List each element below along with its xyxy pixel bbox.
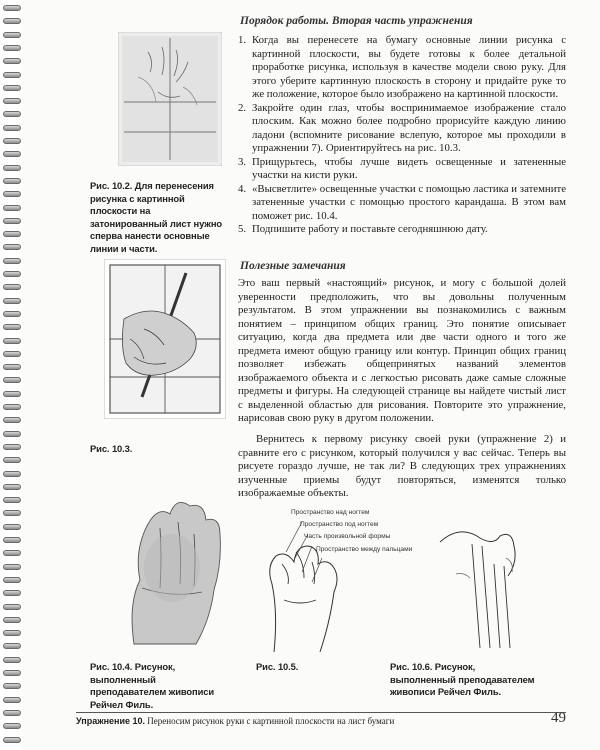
list-item: 4. «Высветлите» освещенные участки с помощью ластика и затемните затененные участки с помощью простого карандаша. В этом вам поможет рис. 10.4. — [238, 182, 566, 222]
spiral-ring — [3, 431, 21, 437]
spiral-ring — [3, 537, 21, 543]
spiral-coil — [3, 496, 21, 503]
page-number: 49 — [551, 710, 566, 726]
spiral-ring — [3, 311, 21, 317]
spiral-coil — [3, 323, 21, 330]
spiral-ring — [3, 484, 21, 490]
figure-10-3-image — [104, 259, 226, 419]
list-item: 5. Подпишите работу и поставьте сегодняшнюю дату. — [238, 223, 488, 235]
spiral-coil — [3, 376, 21, 383]
list-item: 3. Прищурьтесь, чтобы лучше видеть освещенные и затененные участки на кисти руки. — [238, 155, 566, 181]
spiral-coil — [3, 110, 21, 117]
spiral-ring — [3, 324, 21, 330]
spiral-coil — [3, 629, 21, 636]
footer-title: Переносим рисунок руки с картинной плоскости на лист бумаги — [147, 716, 395, 726]
spiral-coil — [3, 722, 21, 729]
spiral-ring — [3, 604, 21, 610]
footer-exercise-label: Упражнение 10. — [76, 716, 146, 726]
spiral-ring — [3, 471, 21, 477]
spiral-coil — [3, 217, 21, 224]
spiral-ring — [3, 590, 21, 596]
spiral-coil — [3, 642, 21, 649]
spiral-coil — [3, 576, 21, 583]
spiral-ring — [3, 404, 21, 410]
spiral-coil — [3, 337, 21, 344]
spiral-ring — [3, 457, 21, 463]
spiral-ring — [3, 643, 21, 649]
spiral-ring — [3, 32, 21, 38]
spiral-coil — [3, 616, 21, 623]
label-free-form-part: Часть произвольной формы — [304, 533, 391, 540]
spiral-coil — [3, 416, 21, 423]
spiral-ring — [3, 284, 21, 290]
spiral-coil — [3, 310, 21, 317]
caption-fig-10-4: Рис. 10.4. Рисунок, выполненный преподавателем живописи Рейчел Филь. — [90, 661, 215, 710]
spiral-ring — [3, 710, 21, 716]
spiral-coil — [3, 523, 21, 530]
spiral-ring — [3, 351, 21, 357]
spiral-coil — [3, 390, 21, 397]
spiral-ring — [3, 550, 21, 556]
spiral-coil — [3, 190, 21, 197]
spiral-coil — [3, 363, 21, 370]
spiral-ring — [3, 191, 21, 197]
spiral-coil — [3, 656, 21, 663]
spiral-coil — [3, 283, 21, 290]
spiral-ring — [3, 444, 21, 450]
spiral-coil — [3, 297, 21, 304]
spiral-ring — [3, 85, 21, 91]
spiral-ring — [3, 218, 21, 224]
spiral-ring — [3, 391, 21, 397]
label-space-between-fingers: Пространство между пальцами — [316, 546, 413, 553]
caption-fig-10-6: Рис. 10.6. Рисунок, выполненный преподавателем живописи Рейчел Филь. — [390, 661, 535, 698]
notes-heading: Полезные замечания — [240, 260, 346, 272]
spiral-coil — [3, 177, 21, 184]
spiral-coil — [3, 243, 21, 250]
spiral-coil — [3, 230, 21, 237]
spiral-coil — [3, 443, 21, 450]
spiral-ring — [3, 5, 21, 11]
spiral-ring — [3, 138, 21, 144]
spiral-coil — [3, 17, 21, 24]
spiral-coil — [3, 31, 21, 38]
spiral-ring — [3, 165, 21, 171]
spiral-ring — [3, 417, 21, 423]
spiral-coil — [3, 137, 21, 144]
spiral-ring — [3, 125, 21, 131]
spiral-coil — [3, 71, 21, 78]
caption-fig-10-5: Рис. 10.5. — [256, 661, 299, 672]
spiral-ring — [3, 564, 21, 570]
notes-paragraph-1: Это ваш первый «настоящий» рисунок, и могу с большой долей уверенности предположить, что вы довольны полученным результатом. В этом упражнении вы познакомились с важным понятием – принципом общих границ. Это понятие описывает ситуацию, когда два предмета или две части одного и того же предмета имеют общую границу или контур. Принцип общих границ позволяет избежать общепринятых названий элементов изображаемого объекта и с легкостью рисовать даже самые сложные предметы и фигуры. На следующей странице вы найдете чистый лист с выделенной областью для рисования. Повторите это упражнение, нарисовав свою руку в другом положении. — [238, 277, 566, 424]
spiral-coil — [3, 589, 21, 596]
spiral-ring — [3, 617, 21, 623]
spiral-ring — [3, 298, 21, 304]
list-item: 2. Закройте один глаз, чтобы воспринимаемое изображение стало плоским. Как можно более подробно прорисуйте каждую линию ладони (вспомните рисование вслепую, которое мы проходили в упражнении 7). Ориентируйтесь на рис. 10.3. — [238, 101, 566, 154]
spiral-coil — [3, 97, 21, 104]
spiral-coil — [3, 736, 21, 743]
spiral-ring — [3, 244, 21, 250]
spiral-ring — [3, 683, 21, 689]
spiral-ring — [3, 497, 21, 503]
spiral-coil — [3, 350, 21, 357]
spiral-coil — [3, 536, 21, 543]
figure-10-4-image — [112, 488, 236, 648]
label-space-under-nail: Пространство под ногтем — [300, 521, 379, 528]
spiral-ring — [3, 18, 21, 24]
spiral-coil — [3, 270, 21, 277]
figure-10-5-image — [256, 506, 396, 656]
spiral-coil — [3, 563, 21, 570]
label-space-above-nail: Пространство над ногтем — [291, 509, 370, 516]
figure-10-6-image — [420, 512, 570, 652]
spiral-coil — [3, 669, 21, 676]
spiral-ring — [3, 737, 21, 743]
figure-10-2-image — [118, 32, 222, 166]
spiral-coil — [3, 124, 21, 131]
spiral-coil — [3, 470, 21, 477]
spiral-coil — [3, 4, 21, 11]
spiral-coil — [3, 204, 21, 211]
spiral-ring — [3, 231, 21, 237]
spiral-coil — [3, 549, 21, 556]
list-item: 1. Когда вы перенесете на бумагу основные линии рисунка с картинной плоскости, вы будете готовы к более детальной проработке рисунка, используя в качестве модели свою руку. Для этого уберите картинную плоскость в сторону и придайте руке то же положение, которое было изображено на картинной плоскости. — [238, 34, 566, 100]
steps-list — [238, 34, 566, 237]
spiral-ring — [3, 524, 21, 530]
spiral-coil — [3, 164, 21, 171]
spiral-coil — [3, 456, 21, 463]
spiral-ring — [3, 111, 21, 117]
spiral-ring — [3, 151, 21, 157]
footer-running-title — [76, 716, 394, 726]
spiral-coil — [3, 696, 21, 703]
spiral-coil — [3, 709, 21, 716]
notes-paragraph-2: Вернитесь к первому рисунку своей руки (упражнение 2) и сравните его с рисунком, который получился у вас сейчас. Теперь вы рисуете гораздо лучше, не так ли? В следующих трех упражнениях изученные приемы будут повторяться, изменятся только изображаемые объекты. — [238, 433, 566, 499]
caption-fig-10-3: Рис. 10.3. — [90, 443, 133, 454]
caption-fig-10-2: Рис. 10.2. Для перенесения рисунка с картинной плоскости на затонированный лист нужно сперва нанести основные линии и части. — [90, 180, 223, 254]
section-heading: Порядок работы. Вторая часть упражнения — [240, 15, 473, 27]
spiral-coil — [3, 430, 21, 437]
spiral-ring — [3, 670, 21, 676]
spiral-ring — [3, 271, 21, 277]
spiral-ring — [3, 205, 21, 211]
spiral-coil — [3, 44, 21, 51]
spiral-ring — [3, 577, 21, 583]
spiral-ring — [3, 98, 21, 104]
spiral-coil — [3, 403, 21, 410]
spiral-ring — [3, 72, 21, 78]
spiral-coil — [3, 257, 21, 264]
spiral-ring — [3, 630, 21, 636]
spiral-coil — [3, 483, 21, 490]
spiral-ring — [3, 657, 21, 663]
spiral-ring — [3, 723, 21, 729]
spiral-coil — [3, 682, 21, 689]
spiral-ring — [3, 258, 21, 264]
spiral-ring — [3, 45, 21, 51]
spiral-ring — [3, 178, 21, 184]
spiral-ring — [3, 338, 21, 344]
spiral-coil — [3, 84, 21, 91]
spiral-ring — [3, 697, 21, 703]
spiral-ring — [3, 364, 21, 370]
spiral-coil — [3, 57, 21, 64]
spiral-ring — [3, 58, 21, 64]
spiral-coil — [3, 509, 21, 516]
page-footer — [76, 712, 566, 731]
spiral-ring — [3, 377, 21, 383]
spiral-coil — [3, 150, 21, 157]
spiral-coil — [3, 603, 21, 610]
spiral-ring — [3, 510, 21, 516]
